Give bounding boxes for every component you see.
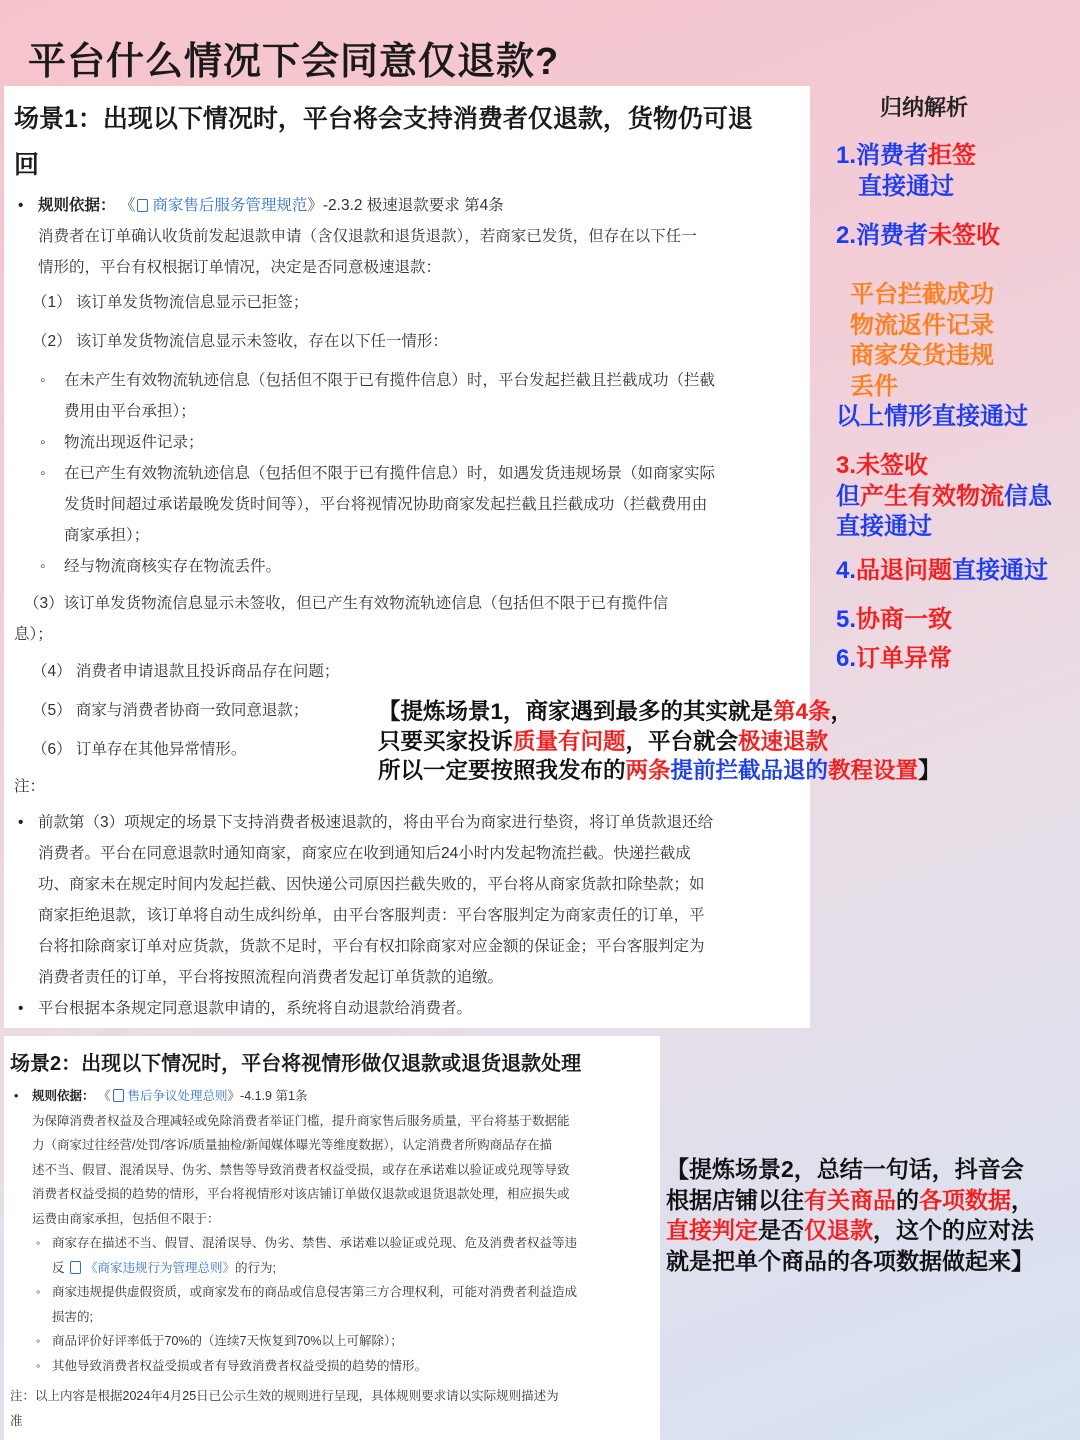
- summary-text: 只要买家投诉: [378, 728, 514, 754]
- analysis-item-1: [836, 140, 976, 202]
- analysis-line: 平台拦截成功: [850, 281, 994, 308]
- scene2-summary: [666, 1154, 1034, 1276]
- analysis-word: 订单异常: [856, 645, 953, 672]
- scene1-item-5: （5） 商家与消费者协商一致同意退款；: [32, 702, 309, 719]
- rule-label: 规则依据：: [32, 1089, 95, 1103]
- text-line: 台将扣除商家订单对应货款，货款不足时，平台有权扣除商家对应金额的保证金；平台客服判定为: [38, 938, 705, 955]
- summary-text: ，这个的应对法: [873, 1217, 1034, 1243]
- summary-text: ，: [1011, 1186, 1034, 1213]
- text-line: 发货时间超过承诺最晚发货时间等），平台将视情况协助商家发起拦截且拦截成功（拦截费用由: [64, 496, 708, 513]
- text-line: 消费者。平台在同意退款时通知商家，商家应在收到通知后24小时内发起物流拦截。快递拦截成: [38, 845, 691, 862]
- document-icon: [70, 1261, 81, 1274]
- scene2-bullet-1: [10, 1231, 648, 1280]
- scene1-title-line: 场景1：出现以下情况时，平台将会支持消费者仅退款，货物仍可退: [14, 105, 753, 133]
- rule-link-text[interactable]: 商家售后服务管理规范: [152, 197, 308, 214]
- text-line: ◦ 商家存在描述不当、假冒、混淆误导、伪劣、禁售、承诺难以验证或兑现、危及消费者权益等违: [52, 1236, 578, 1250]
- analysis-word: 消费者: [856, 222, 929, 249]
- scene1-item-6: （6） 订单存在其他异常情形。: [32, 741, 247, 758]
- scene1-intro: [14, 221, 796, 283]
- scene1-note-1: [14, 807, 796, 993]
- summary-highlight: 教程设置: [828, 758, 919, 783]
- rule-link-text[interactable]: 售后争议处理总则: [127, 1089, 228, 1103]
- summary-text: ，: [830, 699, 854, 724]
- scene1-title-line: 回: [14, 151, 40, 179]
- rule-link[interactable]: [135, 197, 307, 214]
- analysis-item-4: [836, 555, 1048, 586]
- rule-open: 《: [98, 1089, 111, 1103]
- analysis-item-6: [836, 643, 952, 674]
- text-line: 运费由商家承担，包括但不限于：: [32, 1211, 220, 1226]
- text-line: 为保障消费者权益及合理减轻或免除消费者举证门槛，提升商家售后服务质量，平台将基于数据能: [32, 1113, 570, 1128]
- summary-line: [666, 1185, 1034, 1216]
- analysis-line: [836, 140, 976, 171]
- analysis-word: 拒签: [928, 142, 977, 169]
- text-line: 消费者权益受损的趋势的情形，平台将视情形对该店铺订单做仅退款或退货退款处理，相应损失或: [32, 1187, 570, 1201]
- text-line: （3）该订单发货物流信息显示未签收，但已产生有效物流轨迹信息（包括但不限于已有揽件信: [24, 595, 669, 612]
- summary-line: [378, 727, 941, 757]
- rule-section: 》-2.3.2 极速退款要求 第4条: [307, 197, 504, 214]
- scene1-item-4: （4） 消费者申请退款且投诉商品存在问题；: [32, 663, 340, 680]
- analysis-item-3: [836, 451, 1052, 543]
- text-line: 费用由平台承担）；: [64, 403, 196, 420]
- text-line: 情形的，平台有权根据订单情况，决定是否同意极速退款：: [38, 259, 442, 276]
- rule-label: 规则依据：: [38, 197, 116, 214]
- text-line: 息）；: [14, 626, 53, 643]
- text-line: 商家拒绝退款，该订单将自动生成纠纷单，由平台客服判责：平台客服判定为商家责任的订单，平: [38, 907, 705, 924]
- summary-line: [666, 1215, 1034, 1246]
- analysis-num: 4.: [836, 557, 857, 584]
- summary-line: [378, 756, 941, 786]
- scene1-document: [4, 86, 810, 1028]
- scene2-bullet-2: [10, 1280, 648, 1329]
- scene1-subitem-1: [14, 365, 796, 427]
- page-title: 平台什么情况下会同意仅退款?: [28, 41, 560, 83]
- analysis-word: 未签收: [928, 222, 1001, 249]
- scene1-rule-basis: [14, 190, 796, 221]
- analysis-line: [836, 451, 1052, 482]
- violation-rule-link-text[interactable]: 《商家违规行为管理总则》: [85, 1260, 236, 1275]
- analysis-heading: 归纳解析: [880, 95, 969, 120]
- summary-line: 就是把单个商品的各项数据做起来】: [666, 1247, 1034, 1274]
- rule-open: 《: [119, 197, 136, 214]
- scene2-paragraph: [10, 1109, 648, 1232]
- analysis-num: 1.: [836, 142, 857, 169]
- summary-highlight: 两条: [625, 758, 671, 783]
- summary-highlight: 各项数据: [919, 1186, 1011, 1213]
- analysis-line: 丢件: [850, 372, 898, 400]
- analysis-word: 未签收: [856, 452, 929, 479]
- scene1-note-label: 注：: [14, 778, 46, 795]
- summary-text: 根据店铺以往: [666, 1186, 804, 1213]
- summary-line: [378, 697, 941, 727]
- text-line: [52, 1256, 648, 1281]
- analysis-line: 物流返件记录: [850, 311, 994, 339]
- text-line: 力（商家过往经营/处罚/客诉/质量抽检/新闻媒体曝光等维度数据），认定消费者所购商品存在描: [32, 1138, 553, 1152]
- analysis-word: 产生有效物流: [860, 482, 1004, 510]
- scene1-subitem-4: ◦ 经与物流商核实存在物流丢件。: [14, 551, 796, 582]
- scene1-item-1: （1） 该订单发货物流信息显示已拒签；: [32, 294, 309, 311]
- analysis-num: 3.: [836, 452, 857, 479]
- analysis-num: 6.: [836, 645, 857, 672]
- summary-text: 所以一定要按照我发布的: [378, 758, 626, 783]
- scene2-document: [4, 1036, 660, 1440]
- scene1-item-2: （2） 该订单发货物流信息显示未签收，存在以下任一情形：: [32, 333, 448, 350]
- text-line: 损害的;: [52, 1309, 93, 1324]
- summary-text: 】: [918, 758, 941, 783]
- analysis-item-2-result: 以上情形直接通过: [836, 403, 1028, 430]
- text-line: • 前款第（3）项规定的场景下支持消费者极速退款的，将由平台为商家进行垫资，将订单货款退还给: [38, 814, 714, 831]
- scene1-subitem-3: [14, 458, 796, 551]
- analysis-num: 5.: [836, 606, 857, 633]
- scene1-subitem-2: ◦ 物流出现返件记录；: [14, 427, 796, 458]
- text-line: 述不当、假冒、混淆误导、伪劣、禁售等导致消费者权益受损，或存在承诺难以验证或兑现等导致: [32, 1162, 570, 1177]
- text-line: 消费者责任的订单，平台将按照流程向消费者发起订单货款的追缴。: [38, 969, 504, 986]
- analysis-word: 直接通过: [952, 557, 1049, 584]
- analysis-line: 商家发货违规: [850, 342, 994, 369]
- text-line: ◦ 在已产生有效物流轨迹信息（包括但不限于已有揽件信息）时，如遇发货违规场景（如商家实际: [64, 465, 716, 482]
- summary-highlight: 第4条: [773, 699, 831, 724]
- scene1-summary: [378, 697, 941, 786]
- summary-highlight: 质量有问题: [513, 728, 626, 754]
- summary-highlight: 极速退款: [738, 728, 829, 754]
- text-line: 消费者在订单确认收货前发起退款申请（含仅退款和退货退款），若商家已发货，但存在以下任一: [38, 228, 697, 245]
- rule-link[interactable]: [111, 1089, 228, 1103]
- summary-highlight: 有关商品: [804, 1186, 896, 1213]
- summary-text: 是否: [758, 1217, 804, 1243]
- scene1-note-2: • 平台根据本条规定同意退款申请的，系统将自动退款给消费者。: [14, 993, 796, 1024]
- violation-rule-link[interactable]: [68, 1261, 235, 1275]
- analysis-line: 直接通过: [836, 513, 932, 540]
- document-icon: [137, 199, 148, 212]
- text-fragment: 反: [52, 1260, 65, 1275]
- text-line: 注：以上内容是根据2024年4月25日已公示生效的规则进行呈现，具体规则要求请以实际规则描述为: [10, 1389, 559, 1403]
- analysis-word: 消费者: [856, 142, 929, 169]
- scene2-title: 场景2：出现以下情况时，平台将视情形做仅退款或退货退款处理: [10, 1053, 582, 1075]
- scene2-note: [10, 1384, 648, 1433]
- summary-text: ，平台就会: [625, 728, 739, 754]
- text-line: ◦ 在未产生有效物流轨迹信息（包括但不限于已有揽件信息）时，平台发起拦截且拦截成功（拦截: [64, 372, 716, 389]
- rule-section: 》-4.1.9 第1条: [227, 1089, 308, 1103]
- summary-line: 【提炼场景2，总结一句话，抖音会: [666, 1156, 1024, 1182]
- summary-highlight: 直接判定: [666, 1217, 758, 1243]
- text-line: 功、商家未在规定时间内发起拦截、因快递公司原因拦截失败的，平台将从商家货款扣除垫款；如: [38, 876, 705, 893]
- analysis-word: 信息: [1004, 482, 1052, 510]
- scene2-bullet-3: ◦ 商品评价好评率低于70%的（连续7天恢复到70%以上可解除）；: [10, 1329, 648, 1354]
- analysis-line: [836, 482, 1052, 513]
- analysis-item-5: [836, 604, 952, 635]
- analysis-line: 直接通过: [858, 173, 954, 200]
- analysis-word: 品退问题: [856, 557, 953, 584]
- scene1-item-3: [14, 588, 796, 650]
- text-fragment: 的行为;: [235, 1260, 276, 1275]
- summary-highlight: 仅退款: [804, 1217, 873, 1243]
- text-line: 准: [10, 1413, 23, 1428]
- analysis-word: 协商一致: [856, 606, 953, 633]
- text-line: ◦ 商家违规提供虚假资质，或商家发布的商品或信息侵害第三方合理权利，可能对消费者利益造成: [52, 1285, 578, 1299]
- text-line: 商家承担）；: [64, 527, 150, 544]
- analysis-num: 2.: [836, 222, 857, 249]
- summary-text: 【提炼场景1，商家遇到最多的其实就是: [378, 699, 774, 724]
- scene2-bullet-4: ◦ 其他导致消费者权益受损或者有导致消费者权益受损的趋势的情形。: [10, 1354, 648, 1379]
- summary-highlight: 提前拦截品退的: [670, 758, 829, 783]
- scene1-title: [14, 96, 796, 188]
- analysis-item-2: [836, 220, 1000, 251]
- summary-text: 的: [896, 1186, 919, 1213]
- document-icon: [113, 1089, 124, 1102]
- analysis-word: 但: [836, 482, 860, 510]
- analysis-subcases: [850, 280, 994, 402]
- scene2-rule-basis: [10, 1084, 648, 1109]
